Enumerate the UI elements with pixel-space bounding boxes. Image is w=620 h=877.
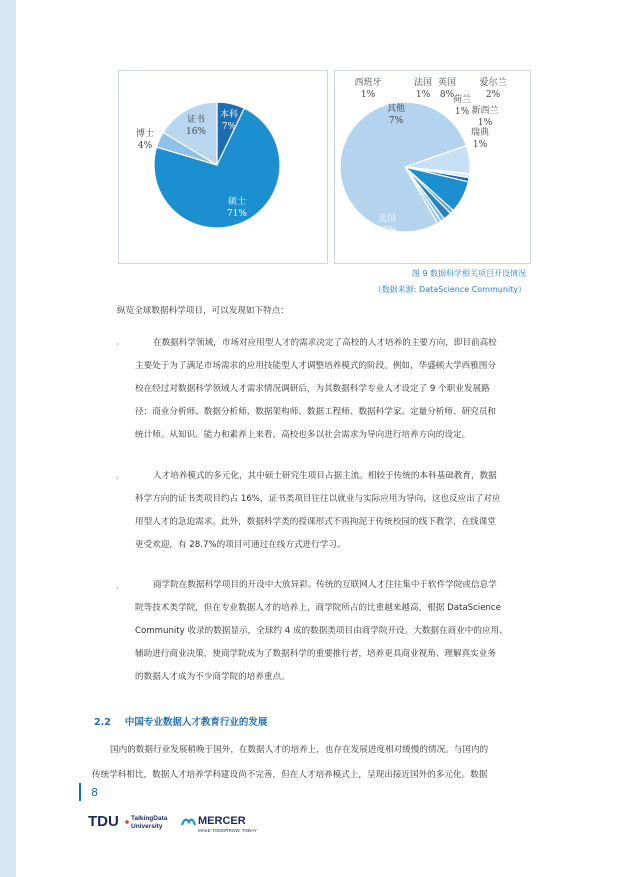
bullet-1-line-3: 校在经过对数据科学领域人才需求情况调研后，为其数据科学专业人才设定了 9 个职业发展路 bbox=[135, 384, 490, 394]
bullet-1-line-1: 在数据科学领域，市场对应用型人才的需求决定了高校的人才培养的主要方向，即目前高校 bbox=[153, 338, 497, 348]
bullet-2-line-4: 更受欢迎，有 28.7%的项目可通过在线方式进行学习。 bbox=[135, 540, 346, 550]
country-label-name-美国: 美国 bbox=[377, 214, 397, 224]
bullet-2-line-3: 用型人才的急迫需求。此外，数据科学类的授课形式不再拘泥于传统校园的线下教学，在线课堂 bbox=[135, 517, 496, 527]
section-paragraph bbox=[92, 738, 528, 788]
left-margin-band bbox=[0, 0, 16, 877]
country-label-value-西班牙: 1% bbox=[360, 90, 376, 100]
country-pie-chart bbox=[334, 70, 531, 264]
degree-label-value-博士: 4% bbox=[137, 141, 153, 151]
section-number: 2.2 bbox=[94, 717, 111, 728]
bullet-3-line-4: 辅助进行商业决策，使商学院成为了数据科学的重要推行者，培养更具商业视角、理解真实业务 bbox=[135, 649, 496, 659]
country-label-name-法国: 法国 bbox=[413, 78, 433, 88]
figure-caption-title: 图 9 数据科学相关项目开设情况 bbox=[411, 269, 526, 278]
section-title: 中国专业数据人才教育行业的发展 bbox=[124, 717, 268, 728]
degree-label-name-本科: 本科 bbox=[219, 110, 239, 120]
degree-label-value-硕士: 71% bbox=[226, 209, 248, 219]
bullet-1-line-4: 径：商业分析师、数据分析师、数据架构师、数据工程师、数据科学家、定量分析师、研究员和 bbox=[135, 407, 496, 417]
country-label-value-瑞典: 1% bbox=[472, 140, 488, 150]
country-label-name-英国: 英国 bbox=[437, 78, 457, 88]
degree-label-name-硕士: 硕士 bbox=[227, 197, 247, 207]
country-label-name-瑞典: 瑞典 bbox=[470, 128, 490, 138]
figure-caption-source: （数据来源: DataScience Community） bbox=[373, 285, 526, 294]
bullet-paragraph-1 bbox=[135, 332, 527, 447]
bullet-2-line-2: 科学方向的证书类项目约占 16%，证书类项目往往以就业与实际应用为导向，这也反应出了对应 bbox=[135, 494, 501, 504]
section-paragraph-line-1: 国内的数据行业发展稍晚于国外，在数据人才的培养上，也存在发展进度相对缓慢的情况。与国内的 bbox=[110, 745, 489, 755]
bullet-3-line-1: 商学院在数据科学项目的开设中大放异彩。传统的互联网人才往往集中于软件学院或信息学 bbox=[153, 580, 497, 590]
bullet-paragraph-3 bbox=[135, 574, 527, 689]
bullet-1-line-5: 统计师。从知识、能力和素养上来看，高校也多以社会需求为导向进行培养方向的设定。 bbox=[135, 430, 471, 440]
bullet-2-line-1: 人才培养模式的多元化，其中硕士研究生项目占据主流。相较于传统的本科基础教育，数据 bbox=[153, 471, 497, 481]
bullet-marker-1: · bbox=[116, 340, 119, 349]
footer-logos bbox=[88, 810, 288, 834]
country-label-name-新西兰: 新西兰 bbox=[471, 106, 499, 116]
section-heading bbox=[94, 714, 267, 728]
degree-label-value-证书: 16% bbox=[185, 127, 207, 137]
country-label-value-爱尔兰: 2% bbox=[485, 90, 501, 100]
country-label-name-其他: 其他 bbox=[386, 104, 406, 114]
tdu-logo-text: TDU bbox=[88, 813, 119, 830]
country-label-name-爱尔兰: 爱尔兰 bbox=[479, 78, 507, 88]
country-pie-svg bbox=[335, 71, 530, 263]
country-label-value-新西兰: 1% bbox=[477, 118, 493, 128]
bullet-3-line-3: Community 收录的数据显示，全球约 4 成的数据类项目由商学院开设。大数据在商业中的应用、 bbox=[135, 626, 508, 636]
country-label-value-法国: 1% bbox=[415, 90, 431, 100]
degree-label-name-博士: 博士 bbox=[135, 129, 155, 139]
mercer-logo-tagline: MAKE TOMORROW, TODAY bbox=[198, 828, 257, 833]
page-number-bar bbox=[79, 783, 81, 801]
degree-label-name-证书: 证书 bbox=[186, 115, 206, 125]
country-label-value-美国: 78% bbox=[376, 226, 398, 236]
bullet-marker-3: · bbox=[116, 584, 119, 593]
tdu-logo-dot bbox=[125, 820, 129, 824]
intro-text: 纵览全球数据科学项目，可以发现如下特点： bbox=[117, 306, 289, 316]
bullet-marker-2: · bbox=[116, 474, 119, 483]
tdu-logo-sub2: University bbox=[131, 823, 163, 830]
tdu-logo-sub1: TalkingData bbox=[131, 815, 168, 822]
section-paragraph-line-2: 传统学科相比，数据人才培养学科建设尚不完善，但在人才培养模式上，呈现出接近国外的多元化。数据 bbox=[92, 770, 488, 780]
degree-pie-chart bbox=[118, 70, 328, 264]
country-label-value-荷兰: 1% bbox=[454, 107, 470, 117]
page-number: 8 bbox=[91, 786, 98, 799]
degree-label-value-本科: 7% bbox=[221, 122, 237, 132]
country-label-name-荷兰: 荷兰 bbox=[452, 95, 472, 105]
bullet-3-line-2: 院等技术类学院，但在专业数据人才的培养上，商学院所占的比重越来越高，根据 DataScience bbox=[135, 603, 501, 613]
country-label-value-英国: 8% bbox=[439, 90, 455, 100]
bullet-3-line-5: 的数据人才成为不少商学院的培养重点。 bbox=[135, 672, 290, 682]
bullet-paragraph-2 bbox=[135, 465, 527, 557]
bullet-1-line-2: 主要处于为了满足市场需求的应用技能型人才调整培养模式的阶段。例如，华盛顿大学西雅图分 bbox=[135, 361, 496, 371]
mercer-logo-icon bbox=[182, 820, 195, 825]
degree-pie-svg bbox=[119, 71, 327, 263]
mercer-logo-text: MERCER bbox=[198, 815, 246, 827]
country-label-name-西班牙: 西班牙 bbox=[354, 78, 382, 88]
country-label-value-其他: 7% bbox=[388, 116, 404, 126]
